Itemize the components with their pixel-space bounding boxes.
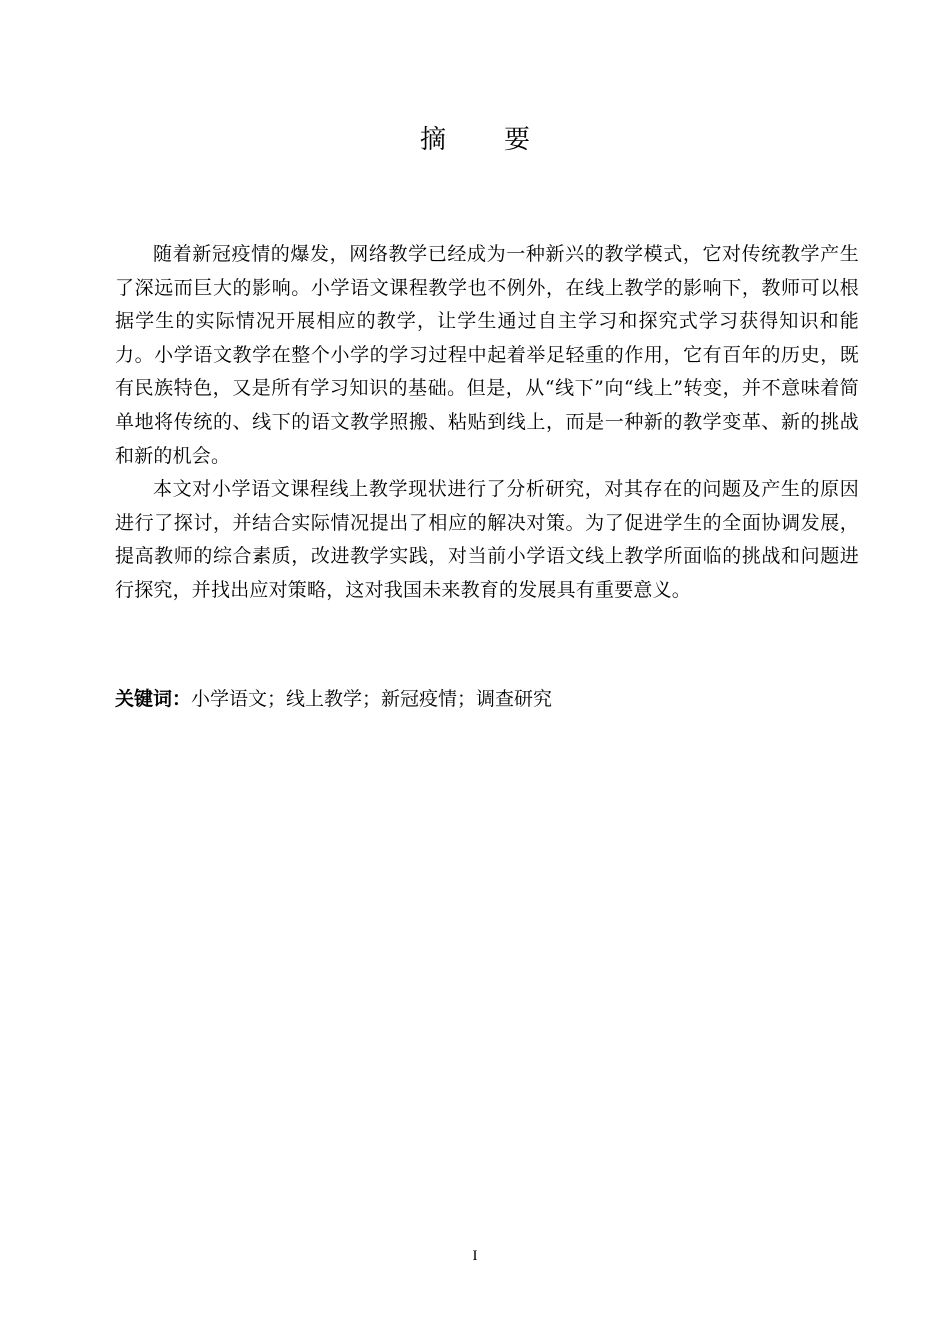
keywords-label: 关键词： xyxy=(115,688,192,710)
keywords-line xyxy=(115,684,859,714)
abstract-body xyxy=(115,238,859,608)
abstract-paragraph-1: 随着新冠疫情的爆发，网络教学已经成为一种新兴的教学模式，它对传统教学产生了深远而巨大的影响。小学语文课程教学也不例外，在线上教学的影响下，教师可以根据学生的实际情况开展相应的教学，让学生通过自主学习和探究式学习获得知识和能力。小学语文教学在整个小学的学习过程中起着举足轻重的作用，它有百年的历史，既有民族特色，又是所有学习知识的基础。但是，从“线下”向“线上”转变，并不意味着简单地将传统的、线下的语文教学照搬、粘贴到线上，而是一种新的教学变革、新的挑战和新的机会。 xyxy=(115,243,859,467)
page-title: 摘 要 xyxy=(419,125,546,155)
page-number: I xyxy=(472,1248,478,1264)
keywords-text: 小学语文；线上教学；新冠疫情；调查研究 xyxy=(191,688,553,710)
abstract-paragraph-2: 本文对小学语文课程线上教学现状进行了分析研究，对其存在的问题及产生的原因进行了探讨，并结合实际情况提出了相应的解决对策。为了促进学生的全面协调发展，提高教师的综合素质，改进教学实践，对当前小学语文线上教学所面临的挑战和问题进行探究，并找出应对策略，这对我国未来教育的发展具有重要意义。 xyxy=(115,478,859,601)
